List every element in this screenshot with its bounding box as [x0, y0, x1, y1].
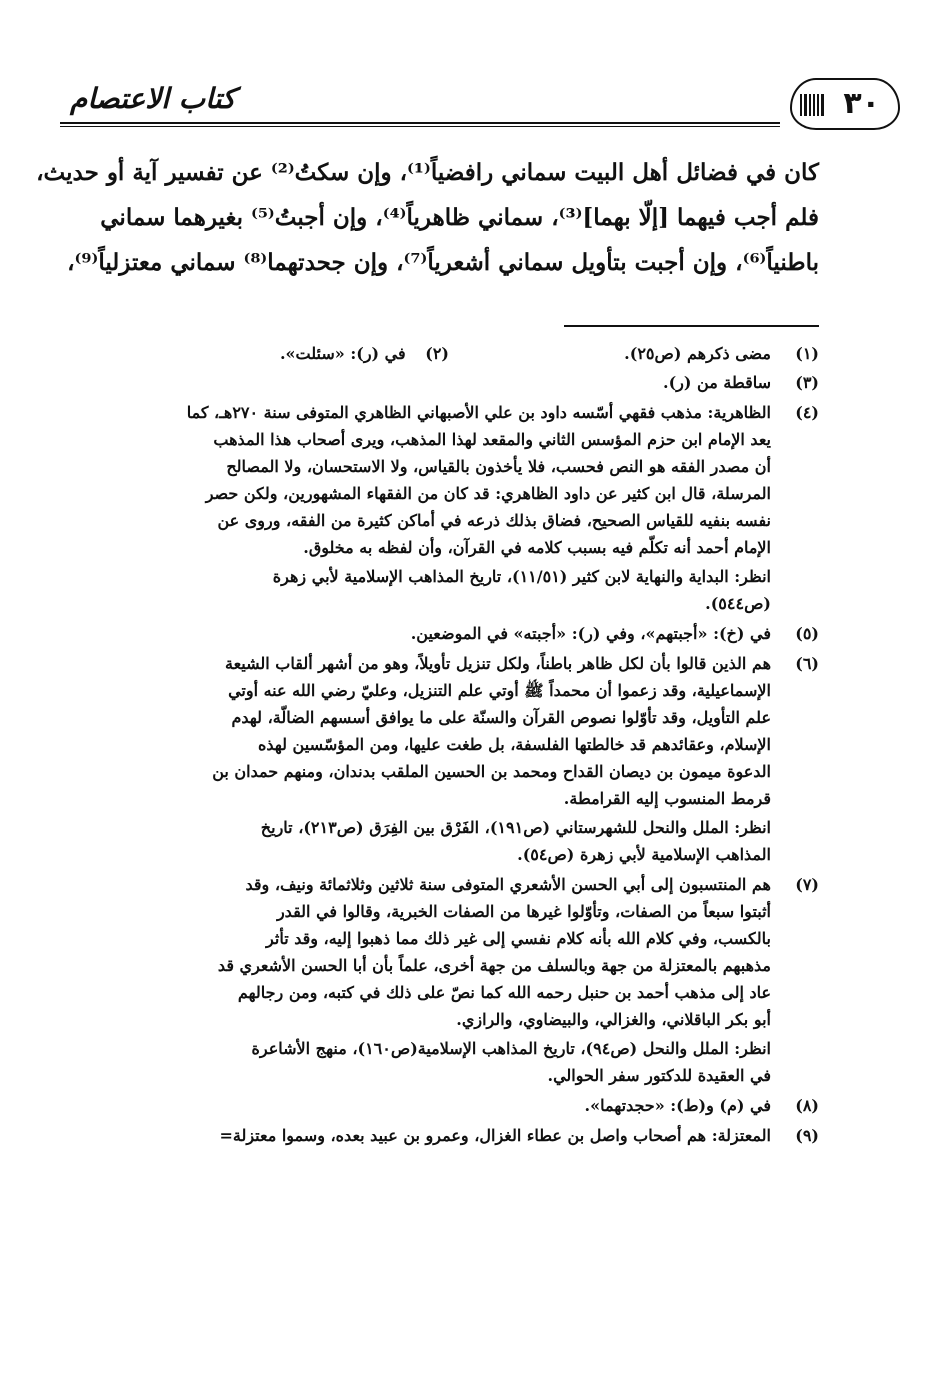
- footnote-line: المرسلة، قال ابن كثير عن داود الظاهري: قد كان من الفقهاء المشهورين، ولكن حصر: [205, 484, 771, 503]
- footnote-text: في (خ): «أجبتهم»، وفي (ر): «أجبته» في الموضعين.: [410, 624, 771, 643]
- footnote-8: [119, 1092, 819, 1119]
- footnote-text: في (م) و(ط): «حجدتهما».: [584, 1096, 771, 1115]
- footnote-line: علم التأويل، وقد تأوّلوا نصوص القرآن والسنّة على ما يوافق أسسهم الضالّة، لهدم: [231, 708, 771, 727]
- footnote-line: أبو بكر الباقلاني، والغزالي، والبيضاوي، والرازي.: [456, 1010, 771, 1029]
- footnote-line: أثبتوا سبعاً من الصفات، وتأوّلوا غيرها من الصفات الخبرية، وقالوا في القدر: [276, 902, 771, 921]
- footnote-line: الإسماعيلية، وقد زعموا أن محمداً ﷺ أوتي علم التنزيل، وعليّ رضي الله عنه أوتي: [228, 681, 771, 700]
- footnote-line: بالكسب، وفي كلام الله بأنه كلام نفسي إلى غير ذلك مما ذهبوا إليه، وقد تأثر: [266, 929, 771, 948]
- footnote-separator: [564, 325, 819, 327]
- footnote-line: يعد الإمام ابن حزم المؤسس الثاني والمقعد لهذا المذهب، ويرى أصحاب هذا المذهب: [213, 430, 771, 449]
- page-number-frame: [790, 78, 900, 130]
- page-number: ٣٠: [843, 86, 880, 121]
- footnote-2: [280, 340, 449, 367]
- footnote-text: ساقطة من (ر).: [663, 373, 771, 392]
- book-title: كتاب الاعتصام: [70, 82, 236, 115]
- footnote-number: (٤): [795, 403, 819, 422]
- footnote-reference: [119, 1035, 771, 1089]
- footnote-7: [119, 871, 819, 1089]
- footnote-number: (١): [795, 344, 819, 363]
- footnote-4: [119, 399, 819, 617]
- footnote-1: [624, 340, 819, 367]
- main-text-line: كان في فضائل أهل البيت سماني رافضياً⁽¹⁾، وإن سكتُ⁽²⁾ عن تفسير آية أو حديث،: [36, 159, 819, 186]
- footnote-reference-line: انظر: البداية والنهاية لابن كثير (١١/٥١)، تاريخ المذاهب الإسلامية لأبي زهرة: [272, 567, 771, 586]
- page-header: [60, 70, 900, 140]
- header-rule-thin: [60, 126, 780, 127]
- footnote-reference: [119, 814, 771, 868]
- footnote-number: (٢): [425, 344, 449, 363]
- footnote-number: (٥): [795, 624, 819, 643]
- footnote-number: (٣): [795, 373, 819, 392]
- main-text-line: باطنياً⁽⁶⁾، وإن أجبت بتأويل سماني أشعرياً⁽⁷⁾، وإن جحدتهما⁽⁸⁾ سماني معتزلياً⁽⁹⁾،: [67, 249, 819, 276]
- footnote-6: [119, 650, 819, 868]
- main-text: [36, 150, 819, 285]
- footnote-line: قرمط المنسوب إليه القرامطة.: [563, 789, 771, 808]
- footnote-line: مذهبهم بالمعتزلة من جهة وبالسلف من جهة أخرى، علماً بأن أبا الحسن الأشعري قد: [217, 956, 771, 975]
- footnote-reference: [119, 563, 771, 617]
- footnote-reference-line: انظر: الملل والنحل للشهرستاني (ص١٩١)، الفَرْق بين الفِرَق (ص٢١٣)، تاريخ: [260, 818, 771, 837]
- main-text-line: فلم أجب فيهما [إلّا بهما]⁽³⁾، سماني ظاهرياً⁽⁴⁾، وإن أجبتُ⁽⁵⁾ بغيرهما سماني: [100, 204, 819, 231]
- footnote-reference-line: المذاهب الإسلامية لأبي زهرة (ص٥٤).: [517, 845, 771, 864]
- footnote-number: (٧): [795, 875, 819, 894]
- footnote-9: [119, 1122, 819, 1149]
- footnote-text: في (ر): «سئلت».: [279, 344, 406, 363]
- footnote-line: الظاهرية: مذهب فقهي أسّسه داود بن علي الأصبهاني الظاهري المتوفى سنة ٢٧٠هـ، كما: [186, 403, 771, 422]
- footnote-number: (٦): [795, 654, 819, 673]
- footnote-reference-line: في العقيدة للدكتور سفر الحوالي.: [547, 1066, 771, 1085]
- footnote-line: الدعوة ميمون بن ديصان القداح ومحمد بن الحسين الملقب بدندان، ومنهم حمدان بن: [212, 762, 771, 781]
- footnotes: [119, 340, 819, 1152]
- footnote-3: [119, 369, 819, 396]
- footnote-number: (٨): [795, 1096, 819, 1115]
- footnote-row-1-2: [119, 340, 819, 367]
- footnote-line: هم المنتسبون إلى أبي الحسن الأشعري المتوفى سنة ثلاثين وثلاثمائة ونيف، وقد: [245, 875, 771, 894]
- footnote-reference-line: (ص٥٤٤).: [705, 594, 771, 613]
- footnote-line: أن مصدر الفقه هو النص فحسب، فلا يأخذون بالقياس، ولا الاستحسان، ولا المصالح: [226, 457, 771, 476]
- ornament-bars-icon: [800, 94, 824, 116]
- footnote-5: [119, 620, 819, 647]
- footnote-line: هم الذين قالوا بأن لكل ظاهر باطناً، ولكل تنزيل تأويلاً، وهو من أشهر ألقاب الشيعة: [225, 654, 771, 673]
- footnote-text: المعتزلة: هم أصحاب واصل بن عطاء الغزال، وعمرو بن عبيد بعده، وسموا معتزلة=: [219, 1126, 771, 1145]
- header-rule: [60, 122, 780, 124]
- footnote-line: عاد إلى مذهب أحمد بن حنبل رحمه الله كما نصّ على ذلك في كتبه، ومن رجالهم: [237, 983, 771, 1002]
- footnote-reference-line: انظر: الملل والنحل (ص٩٤)، تاريخ المذاهب الإسلامية(ص١٦٠)، منهج الأشاعرة: [251, 1039, 771, 1058]
- footnote-line: الإسلام، وعقائدهم قد خالطتها الفلسفة، بل طغت عليها، ومن المؤسّسين لهذه: [257, 735, 771, 754]
- footnote-line: الإمام أحمد أنه تكلّم فيه بسبب كلامه في القرآن، وأن لفظه به مخلوق.: [303, 538, 771, 557]
- footnote-line: نفسه بنفيه للقياس الصحيح، فضاق بذلك ذرعه في أماكن كثيرة من الفقه، وروى عن: [217, 511, 771, 530]
- footnote-text: مضى ذكرهم (ص٢٥).: [624, 344, 771, 363]
- footnote-number: (٩): [795, 1126, 819, 1145]
